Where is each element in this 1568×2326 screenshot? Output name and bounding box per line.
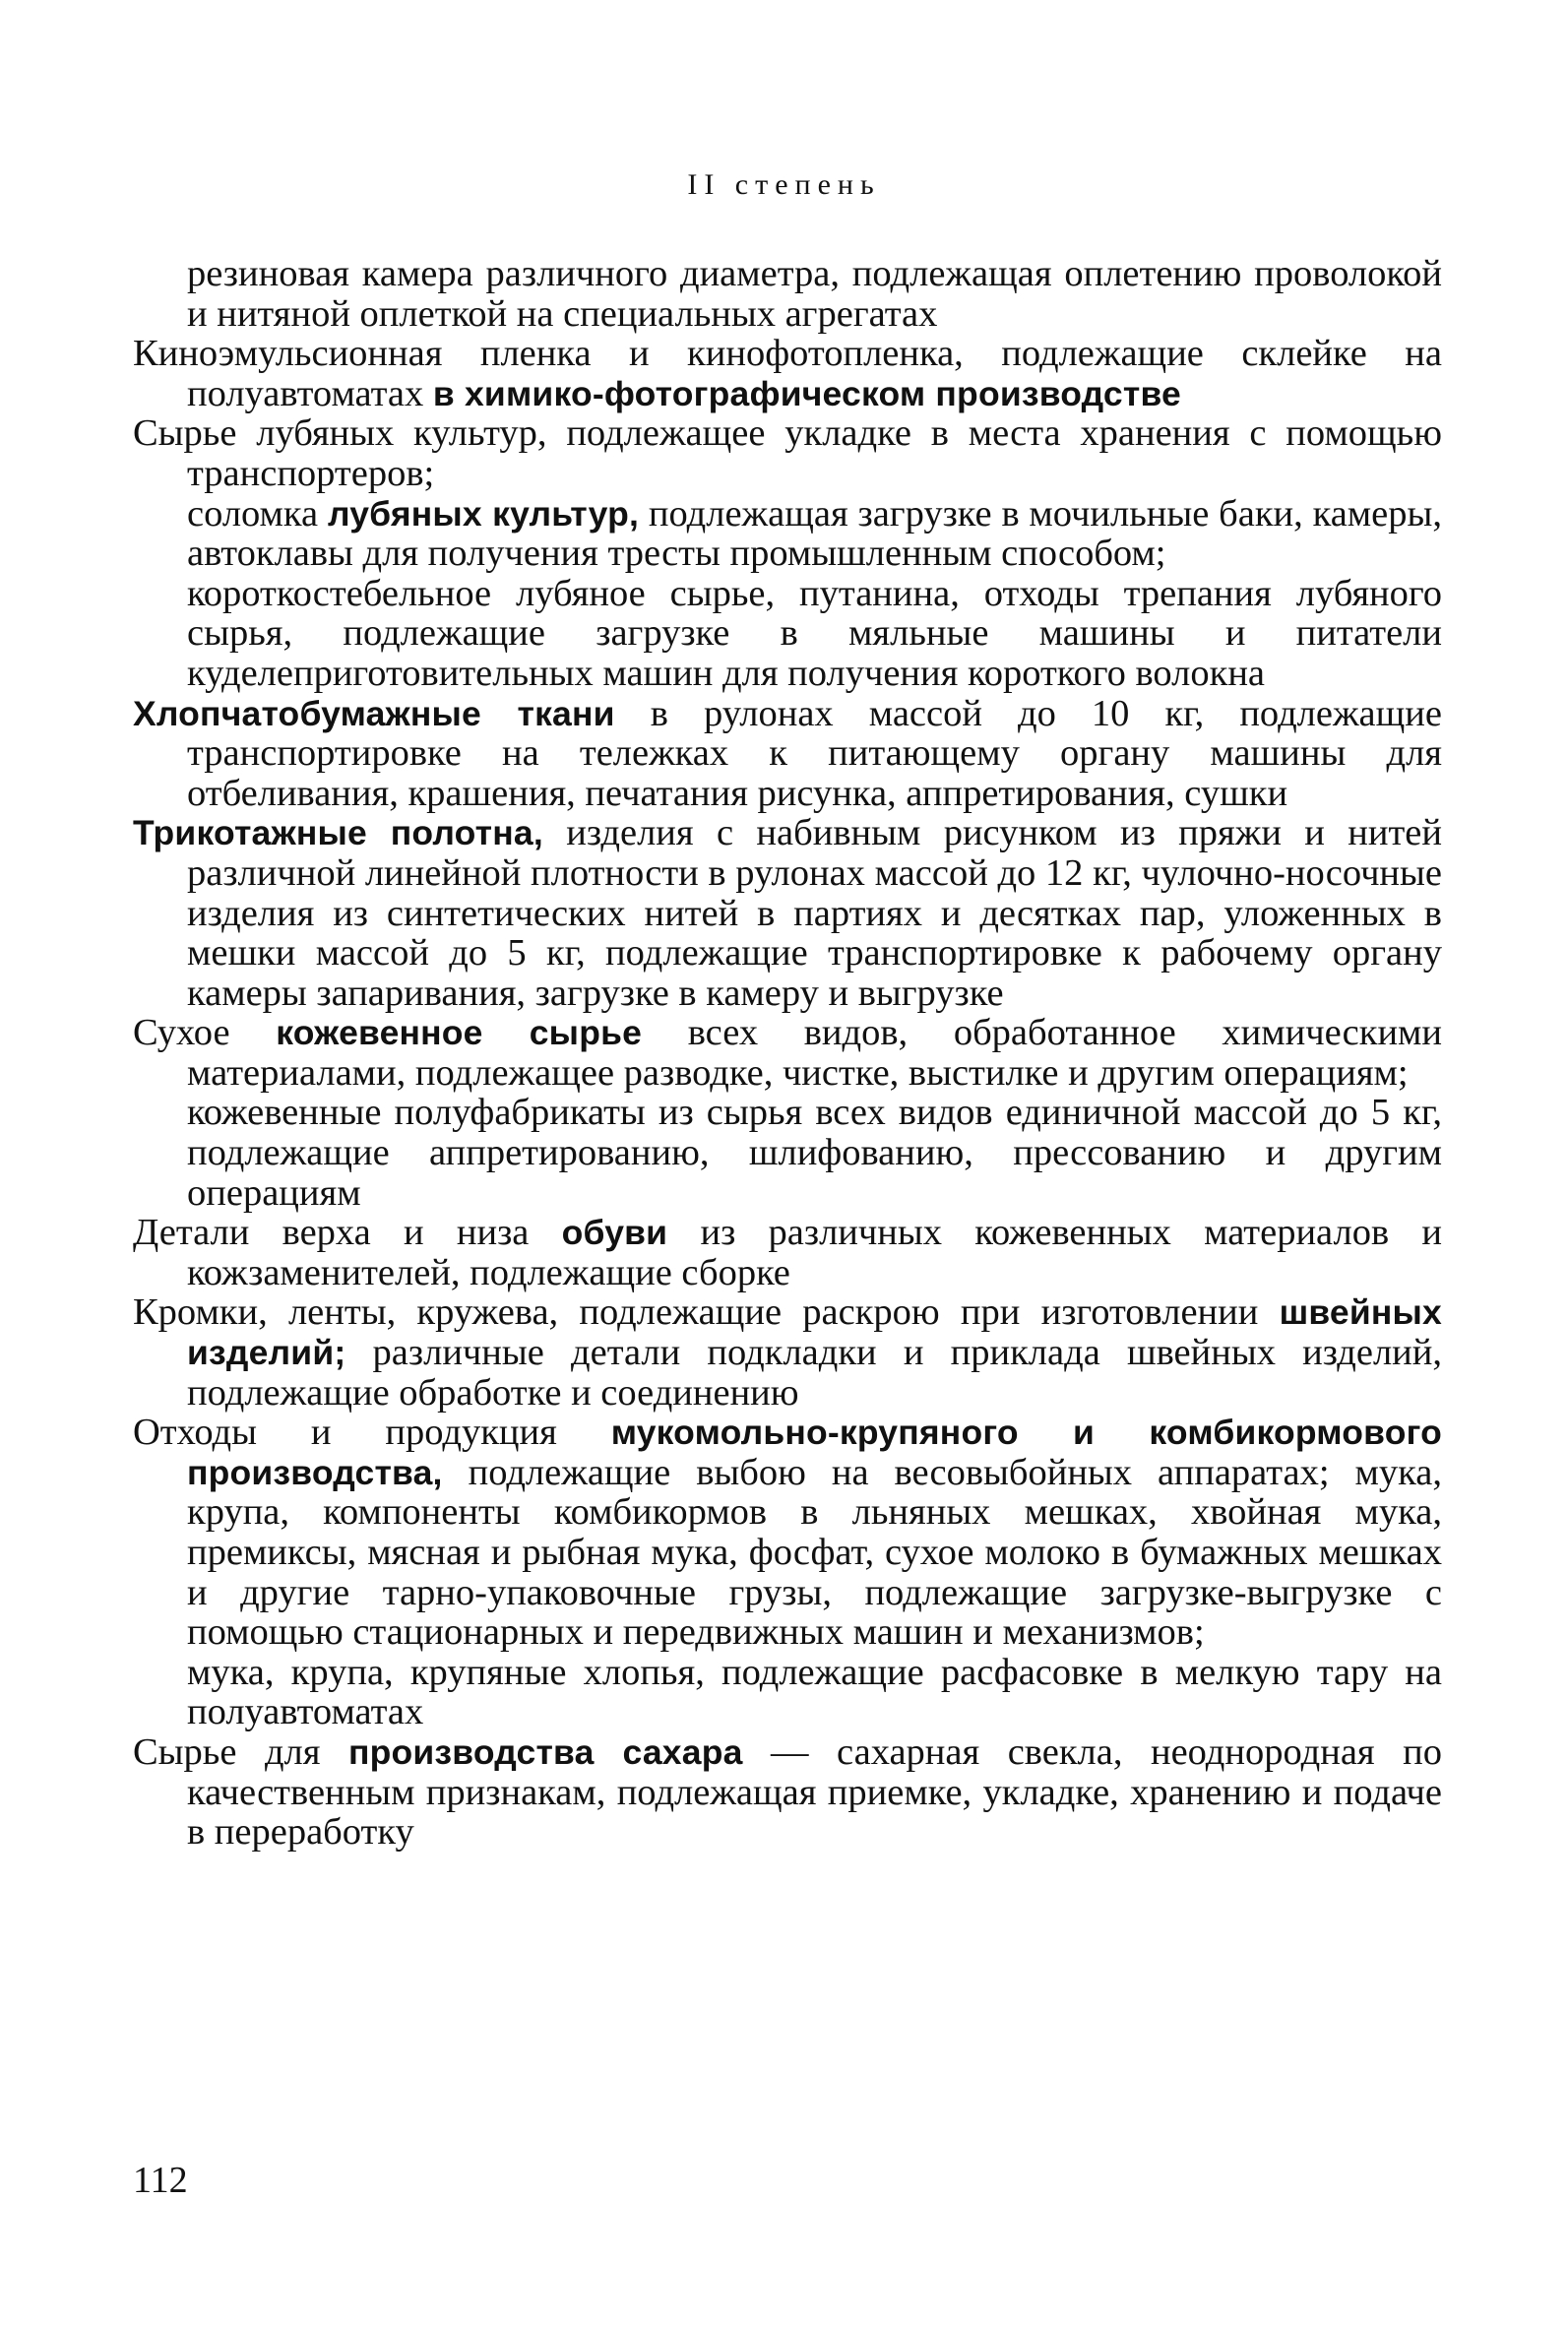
text-run: Сухое: [133, 1012, 277, 1054]
bold-term: швейных изделий;: [187, 1292, 1442, 1373]
entry-paragraph: [133, 1732, 1442, 1853]
entry-paragraph: [133, 1213, 1442, 1292]
text-run: кожевенные полуфабрикаты из сырья всех видов единичной массой до 5 кг, подлежащие аппретированию, шлифованию, прессованию и другим операциям: [187, 1092, 1442, 1214]
text-run: короткостебельное лубяное сырье, путанина, отходы трепания лубяного сырья, подлежащие загрузке в мяльные машины и питатели куделеприготовительных машин для получения короткого волокна: [187, 572, 1442, 694]
text-run: Отходы и продукция: [133, 1412, 611, 1454]
continuation-paragraph: [133, 1093, 1442, 1213]
running-head: II степень: [687, 168, 881, 201]
continuation-paragraph: [133, 1653, 1442, 1732]
bold-term: Хлопчатобумажные ткани: [133, 693, 615, 733]
page-number: 112: [133, 2160, 188, 2201]
text-run: — сахарная свекла, неоднородная по качественным признакам, подлежащая приемке, укладке, хранению и подаче в переработку: [187, 1730, 1442, 1854]
bold-term: Трикотажные полотна,: [133, 813, 543, 853]
bold-term: в химико-фотографическом производстве: [432, 373, 1181, 413]
entry-paragraph: [133, 334, 1442, 413]
continuation-paragraph: [133, 494, 1442, 574]
text-run: изделия с набивным рисунком из пряжи и нитей различной линейной плотности в рулонах массой до 12 кг, чулочно-носочные изделия из синтетических нитей в партиях и десятках пар, уложенных в мешки массой до 5 кг, подлежащие транспортировке к рабочему органу камеры запаривания, загрузке в камеру и выгрузке: [187, 812, 1443, 1014]
text-run: в рулонах массой до 10 кг, подлежащие транспортировке на тележках к питающему органу машины для отбеливания, крашения, печатания рисунка, аппретирования, сушки: [187, 692, 1442, 814]
text-run: Сырье для: [133, 1730, 348, 1773]
continuation-paragraph: [133, 254, 1442, 334]
text-run: различные детали подкладки и приклада швейных изделий, подлежащие обработке и соединению: [187, 1332, 1442, 1414]
text-run: из различных кожевенных материалов и кожзаменителей, подлежащие сборке: [187, 1212, 1442, 1293]
bold-term: мукомольно-крупяного и комбикормового производства,: [187, 1413, 1442, 1492]
text-run: соломка: [187, 492, 328, 534]
continuation-paragraph: [133, 574, 1442, 694]
text-run: резиновая камера различного диаметра, подлежащая оплетению проволокой и нитяной оплеткой на специальных агрегатах: [187, 253, 1442, 335]
text-run: подлежащая загрузке в мочильные баки, камеры, автоклавы для получения тресты промышленным способом;: [187, 492, 1442, 575]
entry-paragraph: [133, 1413, 1442, 1653]
entry-paragraph: [133, 1292, 1442, 1413]
entry-paragraph: [133, 813, 1442, 1013]
entry-paragraph: [133, 1013, 1442, 1093]
bold-term: лубяных культур,: [327, 493, 640, 534]
text-run: Киноэмульсионная пленка и кинофотопленка, подлежащие склейке на полуавтоматах: [133, 333, 1442, 414]
text-run: всех видов, обработанное химическими материалами, подлежащее разводке, чистке, выстилке и другим операциям;: [187, 1012, 1443, 1094]
text-run: Кромки, ленты, кружева, подлежащие раскрою при изготовлении: [133, 1291, 1280, 1334]
text-run: Детали верха и низа: [133, 1212, 562, 1254]
text-run: Сырье лубяных культур, подлежащее укладке в места хранения с помощью транспортеров;: [133, 412, 1442, 494]
entry-paragraph: [133, 413, 1442, 493]
text-run: мука, крупа, крупяные хлопья, подлежащие расфасовке в мелкую тару на полуавтоматах: [187, 1651, 1442, 1733]
entry-paragraph: [133, 694, 1442, 814]
bold-term: обуви: [561, 1213, 668, 1253]
bold-term: кожевенное сырье: [276, 1013, 643, 1053]
text-run: подлежащие выбою на весовыбойных аппаратах; мука, крупа, компоненты комбикормов в льняных мешках, хвойная мука, премиксы, мясная и рыбная мука, фосфат, сухое молоко в бумажных мешках и другие тарно-упаковочные грузы, подлежащие загрузке-выгрузке с помощью стационарных и передвижных машин и механизмов;: [187, 1451, 1442, 1654]
bold-term: производства сахара: [347, 1731, 743, 1772]
page-body: [133, 254, 1442, 1853]
